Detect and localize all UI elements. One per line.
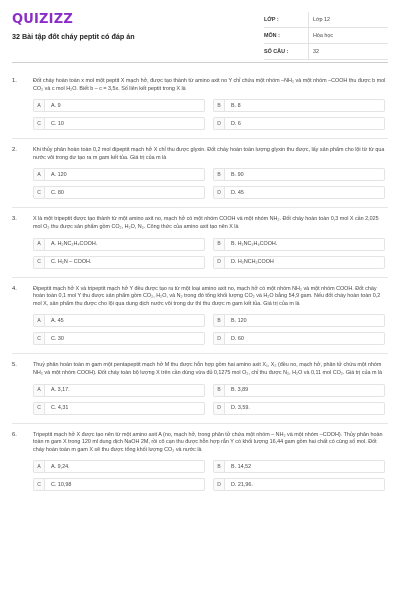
option-letter: A [34, 461, 45, 472]
question-divider [12, 207, 388, 208]
option-text: B. 3,89 [231, 387, 249, 394]
answer-options [33, 314, 388, 345]
option-text: A. 3,17. [51, 387, 70, 394]
answer-option-d[interactable] [213, 256, 385, 269]
question-4 [12, 286, 388, 355]
option-text: C. H₂N – COOH. [51, 259, 92, 266]
meta-row-subject [264, 28, 388, 44]
option-letter: C [34, 333, 45, 344]
option-letter: B [214, 169, 225, 180]
answer-option-b[interactable] [213, 168, 385, 181]
question-number: 2. [12, 147, 17, 154]
answer-options [33, 460, 388, 491]
answer-option-a[interactable] [33, 314, 205, 327]
option-letter: B [214, 461, 225, 472]
option-letter: D [214, 257, 225, 268]
option-text: B. 120 [231, 317, 247, 324]
option-text: C. 30 [51, 335, 64, 342]
worksheet-header [0, 0, 400, 64]
meta-table [264, 12, 388, 60]
option-letter: D [214, 333, 225, 344]
answer-options [33, 384, 388, 415]
answer-option-d[interactable] [213, 332, 385, 345]
option-text: C. 4,31 [51, 405, 69, 412]
option-text: B. 14,52 [231, 463, 252, 470]
answer-option-c[interactable] [33, 402, 205, 415]
meta-label: MÔN : [264, 32, 280, 39]
answer-option-d[interactable] [213, 186, 385, 199]
answer-options [33, 168, 388, 199]
option-text: A. 120 [51, 171, 67, 178]
question-text: Đốt cháy hoàn toàn x mol một peptit X mạch hở, được tạo thành từ amino axit no Y chỉ chứa một nhóm –NH₂ và một nhóm –COOH thu được b mol CO₂ và c mol H₂O. Biết b – c = 3,5x. Số liên kết peptit trong X là [33, 78, 386, 92]
answer-option-a[interactable] [33, 460, 205, 473]
option-letter: B [214, 239, 225, 250]
meta-label: SỐ CÂU : [264, 48, 289, 55]
answer-option-b[interactable] [213, 99, 385, 112]
option-text: D. 45 [231, 189, 244, 196]
option-text: D. 3,59. [231, 405, 250, 412]
option-letter: D [214, 118, 225, 129]
question-number: 1. [12, 78, 17, 84]
option-letter: C [34, 403, 45, 414]
answer-option-b[interactable] [213, 460, 385, 473]
question-number: 4. [12, 285, 17, 292]
option-text: D. 6 [231, 120, 241, 127]
meta-value: Hóa học [308, 28, 388, 43]
option-text: A. 9,24. [51, 463, 70, 470]
meta-row-count [264, 44, 388, 60]
option-letter: D [214, 187, 225, 198]
answer-option-b[interactable] [213, 238, 385, 251]
question-divider [12, 277, 388, 278]
question-2 [12, 147, 388, 208]
option-letter: C [34, 187, 45, 198]
header-divider [12, 62, 388, 63]
question-text: Thuỷ phân hoàn toàn m gam một pentapeptit mạch hở M thu được hỗn hợp gồm hai amino axit X₁, X₂ (đều no, mạch hở, phân tử chứa một nhóm NH₂ và một nhóm COOH). Đốt cháy toàn bộ lượng X trên cần dùng vừa đủ 0,1275 mol O₂, chỉ thu được N₂, H₂O và 0,11 mol CO₂. Giá trị của m là [33, 362, 383, 376]
option-text: A. 45 [51, 317, 64, 324]
option-letter: A [34, 169, 45, 180]
answer-option-d[interactable] [213, 478, 385, 491]
question-number: 6. [12, 431, 17, 438]
option-letter: C [34, 257, 45, 268]
question-text: X là một tripeptit được tạo thành từ một amino axit no, mạch hở có một nhóm COOH và một nhóm NH₂. Đốt cháy hoàn toàn 0,3 mol X cần 2,025 mol O₂ thu được sản phẩm gồm CO₂, H₂O, N₂. Công thức của amino axit tạo nên X là [33, 216, 379, 230]
answer-option-c[interactable] [33, 478, 205, 491]
answer-option-b[interactable] [213, 384, 385, 397]
option-text: D. 21,96. [231, 481, 253, 488]
option-text: D. H₂NCH₂COOH [231, 259, 274, 266]
option-letter: B [214, 100, 225, 111]
answer-option-a[interactable] [33, 238, 205, 251]
answer-options [33, 238, 388, 269]
answer-options [33, 99, 388, 130]
question-text: Tripeptit mạch hở X được tạo nên từ một amino axit A (no, mạch hở, trong phân tử chứa một nhóm – NH₂ và một nhóm –COOH). Thủy phân hoàn toàn m gam X trong 120 ml dung dịch NaOH 2M, rồi cô cạn thu được hỗn hợp rắn Y có khối lượng 16,44 gam gồm hai chất có cùng số mol. Đốt cháy hoàn toàn m gam X sẽ thu được tổng khối lượng CO₂ và nước là [33, 431, 383, 453]
document-title: 32 Bài tập đốt cháy peptit có đáp án [12, 32, 135, 41]
option-text: C. 10 [51, 120, 64, 127]
option-text: B. H₂NC₃H₆COOH. [231, 241, 278, 248]
option-text: C. 80 [51, 189, 64, 196]
question-divider [12, 138, 388, 139]
option-letter: B [214, 315, 225, 326]
answer-option-c[interactable] [33, 332, 205, 345]
question-5 [12, 362, 388, 423]
answer-option-a[interactable] [33, 384, 205, 397]
meta-value: Lớp 12 [308, 12, 388, 27]
question-number: 3. [12, 216, 17, 223]
answer-option-d[interactable] [213, 117, 385, 130]
question-6 [12, 432, 388, 492]
question-list [12, 78, 388, 491]
answer-option-a[interactable] [33, 99, 205, 112]
option-text: B. 90 [231, 171, 244, 178]
option-letter: C [34, 118, 45, 129]
question-divider [12, 353, 388, 354]
answer-option-c[interactable] [33, 256, 205, 269]
answer-option-c[interactable] [33, 186, 205, 199]
option-letter: A [34, 239, 45, 250]
question-divider [12, 423, 388, 424]
option-letter: A [34, 385, 45, 396]
option-letter: C [34, 479, 45, 490]
question-3 [12, 216, 388, 277]
option-letter: B [214, 385, 225, 396]
option-text: C. 10,98 [51, 481, 72, 488]
option-text: B. 8 [231, 102, 241, 109]
answer-option-a[interactable] [33, 168, 205, 181]
option-letter: A [34, 315, 45, 326]
answer-option-c[interactable] [33, 117, 205, 130]
option-letter: A [34, 100, 45, 111]
option-letter: D [214, 479, 225, 490]
meta-label: LỚP : [264, 16, 279, 23]
quizizz-logo: QUIZIZZ [12, 12, 73, 27]
answer-option-b[interactable] [213, 314, 385, 327]
question-number: 5. [12, 362, 17, 369]
option-letter: D [214, 403, 225, 414]
question-text: Đipeptit mạch hở X và tripeptit mạch hở Y đều được tạo ra từ một loại amino axit no, mạch hở có một nhóm NH₂ và một nhóm COOH. Đốt cháy hoàn toàn 0,1 mol Y thu được sản phẩm gồm CO₂, H₂O, và N₂ trong đó tổng khối lượng CO₂ và H₂O bằng 54,9 gam. Nếu đốt cháy hoàn toàn 0,2 mol X, sản phẩm thu được cho lội qua dung dịch nước vôi trong dư thì thu được m gam kết tủa. Giá trị của m là [33, 285, 381, 307]
answer-option-d[interactable] [213, 402, 385, 415]
option-text: A. H₂NC₂H₄COOH. [51, 241, 98, 248]
option-text: A. 9 [51, 102, 61, 109]
option-text: D. 60 [231, 335, 244, 342]
meta-row-class [264, 12, 388, 28]
meta-value: 32 [308, 44, 388, 59]
question-1 [12, 78, 388, 139]
question-text: Khi thủy phân hoàn toàn 0,2 mol đipeptit mạch hở X chỉ thu được glyxin. Đốt cháy hoàn toàn lượng glyxin thu được, lấy sản phẩm cho lội từ từ qua nước vôi trong dư tạo ra m gam kết tủa. Giá trị của m là [33, 147, 385, 161]
